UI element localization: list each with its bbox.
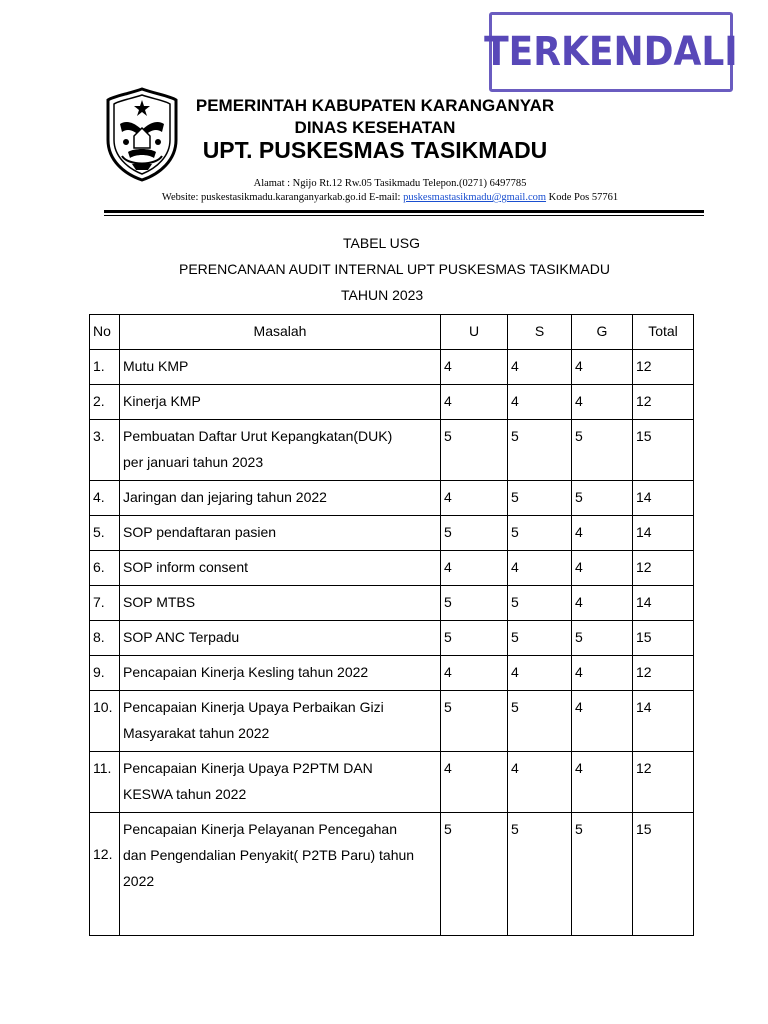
letterhead-rule-thick [104, 210, 704, 213]
cell-g: 5 [572, 420, 633, 481]
cell-g: 4 [572, 752, 633, 813]
cell-masalah: Jaringan dan jejaring tahun 2022 [120, 481, 441, 516]
cell-u: 4 [441, 350, 508, 385]
header-masalah: Masalah [120, 315, 441, 350]
cell-no: 10. [90, 691, 120, 752]
cell-masalah: Mutu KMP [120, 350, 441, 385]
cell-s: 5 [508, 621, 572, 656]
cell-total: 12 [633, 551, 694, 586]
cell-s: 5 [508, 481, 572, 516]
cell-g: 4 [572, 586, 633, 621]
cell-masalah: Pencapaian Kinerja Pelayanan Pencegahan dan Pengendalian Penyakit( P2TB Paru) tahun 2022 [120, 813, 441, 936]
table-row [90, 551, 694, 586]
document-title: TABEL USG [343, 235, 421, 251]
cell-s: 5 [508, 813, 572, 936]
cell-s: 4 [508, 350, 572, 385]
table-row [90, 752, 694, 813]
cell-s: 4 [508, 385, 572, 420]
cell-g: 4 [572, 385, 633, 420]
cell-no: 7. [90, 586, 120, 621]
cell-g: 4 [572, 551, 633, 586]
cell-masalah: SOP ANC Terpadu [120, 621, 441, 656]
cell-s: 5 [508, 586, 572, 621]
document-subtitle: PERENCANAAN AUDIT INTERNAL UPT PUSKESMAS TASIKMADU [179, 261, 610, 277]
cell-masalah: Pencapaian Kinerja Upaya Perbaikan Gizi Masyarakat tahun 2022 [120, 691, 441, 752]
cell-total: 14 [633, 586, 694, 621]
cell-u: 5 [441, 586, 508, 621]
cell-no: 4. [90, 481, 120, 516]
cell-total: 12 [633, 752, 694, 813]
cell-s: 4 [508, 752, 572, 813]
table-row [90, 691, 694, 752]
cell-u: 4 [441, 752, 508, 813]
cell-u: 5 [441, 420, 508, 481]
cell-s: 5 [508, 516, 572, 551]
table-row [90, 481, 694, 516]
cell-no: 5. [90, 516, 120, 551]
cell-u: 4 [441, 656, 508, 691]
cell-no: 9. [90, 656, 120, 691]
cell-total: 15 [633, 813, 694, 936]
cell-total: 12 [633, 350, 694, 385]
table-row [90, 516, 694, 551]
cell-masalah: Pencapaian Kinerja Kesling tahun 2022 [120, 656, 441, 691]
cell-total: 12 [633, 656, 694, 691]
stamp-text: TERKENDALI [484, 29, 738, 75]
cell-g: 4 [572, 691, 633, 752]
cell-masalah: SOP inform consent [120, 551, 441, 586]
cell-no: 6. [90, 551, 120, 586]
table-row [90, 420, 694, 481]
header-no: No [90, 315, 120, 350]
usg-table [89, 314, 694, 936]
cell-masalah: Pencapaian Kinerja Upaya P2PTM DAN KESWA tahun 2022 [120, 752, 441, 813]
table-row [90, 813, 694, 936]
header-g: G [572, 315, 633, 350]
letterhead-institution: UPT. PUSKESMAS TASIKMADU [202, 137, 548, 163]
cell-no: 3. [90, 420, 120, 481]
table-header-row [90, 315, 694, 350]
cell-masalah: SOP pendaftaran pasien [120, 516, 441, 551]
cell-total: 14 [633, 481, 694, 516]
letterhead-department: DINAS KESEHATAN [294, 118, 456, 137]
header-u: U [441, 315, 508, 350]
cell-total: 15 [633, 621, 694, 656]
cell-no [90, 813, 120, 936]
cell-u: 5 [441, 691, 508, 752]
cell-u: 4 [441, 551, 508, 586]
cell-g: 5 [572, 481, 633, 516]
cell-total: 14 [633, 691, 694, 752]
cell-s: 5 [508, 420, 572, 481]
cell-g: 5 [572, 813, 633, 936]
cell-u: 5 [441, 813, 508, 936]
cell-total: 12 [633, 385, 694, 420]
cell-u: 5 [441, 516, 508, 551]
header-total: Total [633, 315, 694, 350]
cell-no: 8. [90, 621, 120, 656]
cell-g: 4 [572, 350, 633, 385]
cell-no: 11. [90, 752, 120, 813]
terkendali-stamp [484, 12, 738, 92]
cell-no: 1. [90, 350, 120, 385]
cell-g: 4 [572, 516, 633, 551]
cell-no: 2. [90, 385, 120, 420]
table-row [90, 621, 694, 656]
table-row [90, 656, 694, 691]
header-s: S [508, 315, 572, 350]
letterhead-government: PEMERINTAH KABUPATEN KARANGANYAR [195, 96, 555, 115]
email-link[interactable]: puskesmastasikmadu@gmail.com [403, 192, 547, 203]
cell-g: 4 [572, 656, 633, 691]
website-text: Website: puskestasikmadu.karanganyarkab.go.id E-mail: [161, 192, 404, 203]
cell-s: 5 [508, 691, 572, 752]
cell-s: 4 [508, 656, 572, 691]
letterhead-contact [100, 192, 680, 203]
table-row [90, 385, 694, 420]
cell-masalah: SOP MTBS [120, 586, 441, 621]
cell-u: 4 [441, 481, 508, 516]
letterhead-address: Alamat : Ngijo Rt.12 Rw.05 Tasikmadu Telepon.(0271) 6497785 [253, 178, 527, 189]
table-row [90, 350, 694, 385]
cell-u: 4 [441, 385, 508, 420]
cell-total: 15 [633, 420, 694, 481]
cell-s: 4 [508, 551, 572, 586]
cell-masalah: Kinerja KMP [120, 385, 441, 420]
cell-no-text: 12. [93, 846, 113, 862]
postal-code-text: Kode Pos 57761 [546, 192, 619, 203]
cell-total: 14 [633, 516, 694, 551]
table-row [90, 586, 694, 621]
cell-masalah: Pembuatan Daftar Urut Kepangkatan(DUK) per januari tahun 2023 [120, 420, 441, 481]
cell-u: 5 [441, 621, 508, 656]
letterhead-rule-thin [104, 215, 704, 216]
document-year: TAHUN 2023 [341, 287, 424, 303]
cell-g: 5 [572, 621, 633, 656]
